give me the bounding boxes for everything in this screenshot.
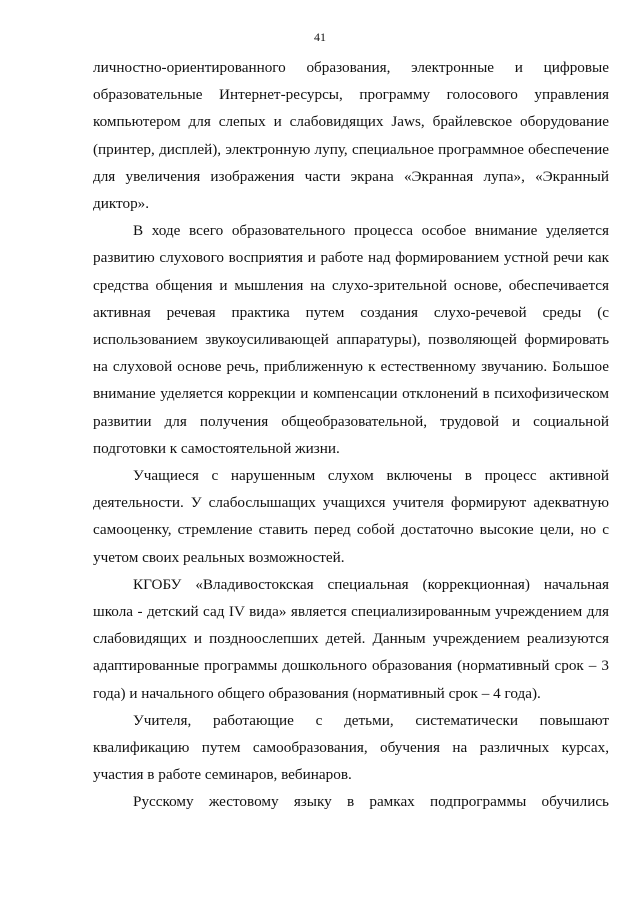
paragraph-5: Учителя, работающие с детьми, систематически повышают квалификацию путем самообразования, обучения на различных курсах, участия в работе семинаров, вебинаров. bbox=[93, 711, 609, 784]
paragraph-4: КГОБУ «Владивостокская специальная (коррекционная) начальная школа - детский сад IV вида» является специализированным учреждением для слабовидящих и поздноослепших детей. Данным учреждением реализуются адаптированные программы дошкольного образования (нормативный срок – 3 года) и начального общего образования (нормативный срок – 4 года). bbox=[93, 575, 609, 702]
paragraph-6: Русскому жестовому языку в рамках подпрограммы обучились bbox=[133, 793, 609, 811]
paragraph-3: Учащиеся с нарушенным слухом включены в процесс активной деятельности. У слабослышащих учащихся учителя формируют адекватную самооценку, стремление ставить перед собой достаточно высокие цели, но с учетом своих реальных возможностей. bbox=[93, 467, 609, 566]
page-number: 41 bbox=[314, 30, 326, 44]
document-body bbox=[93, 54, 609, 816]
paragraph-2: В ходе всего образовательного процесса особое внимание уделяется развитию слухового восприятия и работе над формированием устной речи как средства общения и мышления на слухо-зрительной основе, обеспечивается активная речевая практика путем создания слухо-речевой среды (с использованием звукоусиливающей аппаратуры), позволяющей формировать на слуховой основе речь, приближенную к естественному звучанию. Большое внимание уделяется коррекции и компенсации отклонений в психофизическом развитии для получения общеобразовательной, трудовой и социальной подготовки к самостоятельной жизни. bbox=[93, 222, 609, 457]
paragraph-1: личностно-ориентированного образования, электронные и цифровые образовательные Интернет-ресурсы, программу голосового управления компьютером для слепых и слабовидящих Jaws, брайлевское оборудование (принтер, дисплей), электронную лупу, специальное программное обеспечение для увеличения изображения части экрана «Экранная лупа», «Экранный диктор». bbox=[93, 59, 609, 213]
